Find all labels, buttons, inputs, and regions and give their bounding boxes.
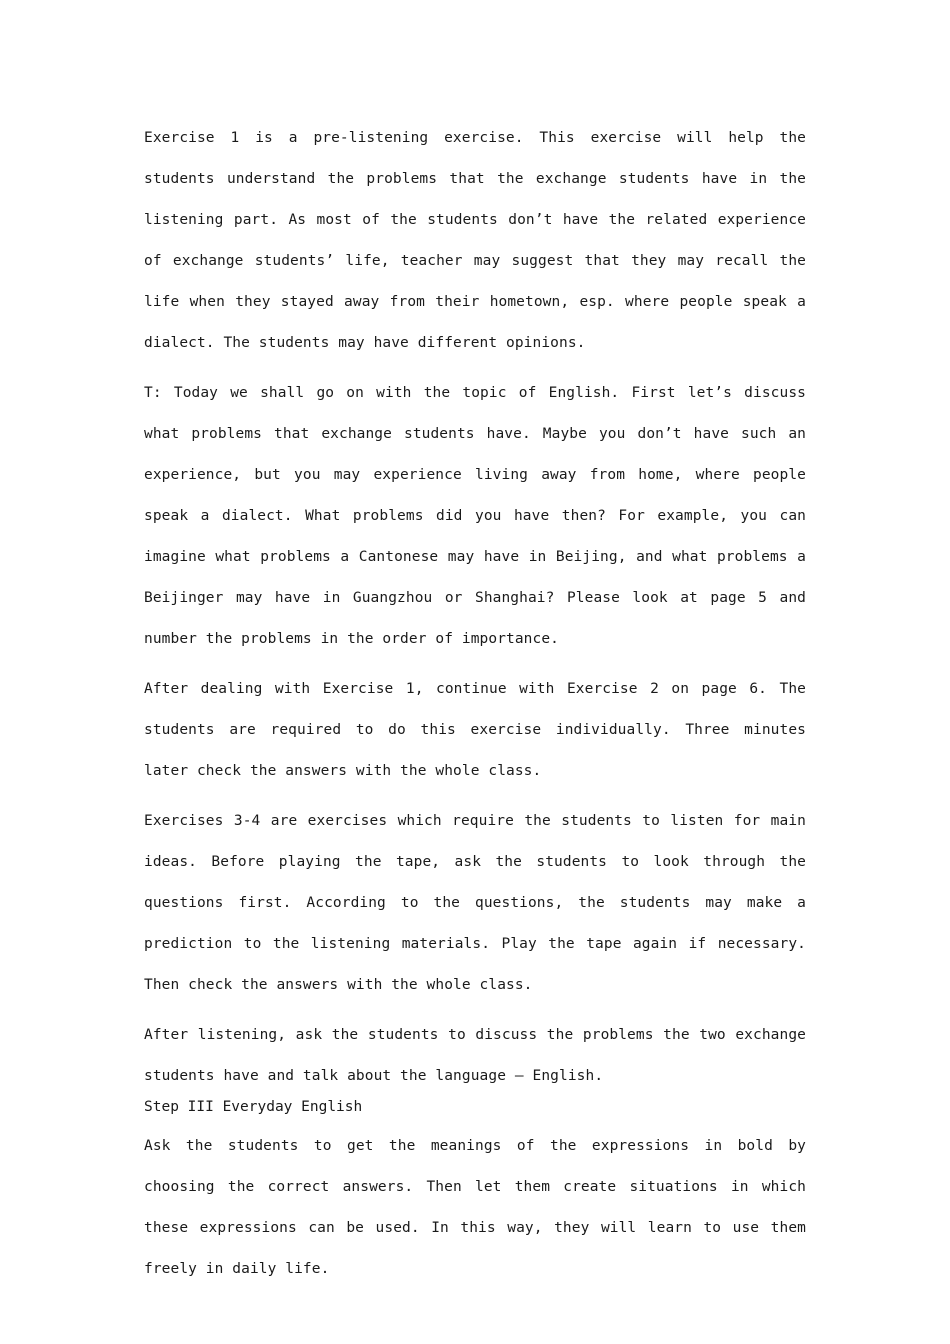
paragraph-exercise-2: After dealing with Exercise 1, continue with Exercise 2 on page 6. The students are required to do this exercise individually. Three minutes later check the answers with the whole class. — [144, 681, 806, 779]
paragraph-everyday-english: Ask the students to get the meanings of the expressions in bold by choosing the correct answers. Then let them create situations in which these expressions can be used. In this way, they will learn to use them freely in daily life. — [144, 1138, 806, 1277]
paragraph-after-listening: After listening, ask the students to discuss the problems the two exchange students have and talk about the language — English. — [144, 1027, 806, 1084]
paragraph-exercise-1: Exercise 1 is a pre-listening exercise. This exercise will help the students understand the problems that the exchange students have in the listening part. As most of the students don’t have the related experience of exchange students’ life, teacher may suggest that they may recall the life when they stayed away from their hometown, esp. where people speak a dialect. The students may have different opinions. — [144, 130, 806, 351]
paragraph-teacher-talk: T: Today we shall go on with the topic of English. First let’s discuss what problems that exchange students have. Maybe you don’t have such an experience, but you may experience living away from home, where people speak a dialect. What problems did you have then? For example, you can imagine what problems a Cantonese may have in Beijing, and what problems a Beijinger may have in Guangzhou or Shanghai? Please look at page 5 and number the problems in the order of importance. — [144, 385, 806, 647]
document-body — [144, 118, 806, 1299]
paragraph-exercises-3-4: Exercises 3-4 are exercises which require the students to listen for main ideas. Before playing the tape, ask the students to look through the questions first. According to the questions, the students may make a prediction to the listening materials. Play the tape again if necessary. Then check the answers with the whole class. — [144, 813, 806, 993]
step-heading: Step III Everyday English — [144, 1099, 363, 1115]
